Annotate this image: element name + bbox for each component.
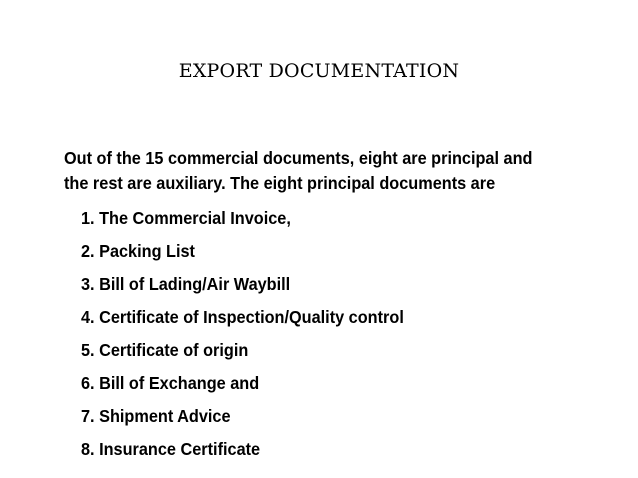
list-item: 6. Bill of Exchange and [81, 373, 260, 393]
slide-title: EXPORT DOCUMENTATION [178, 60, 460, 82]
intro-line: the rest are auxiliary. The eight principal documents are [64, 173, 496, 193]
list-item: 3. Bill of Lading/Air Waybill [81, 274, 291, 294]
list-item: 8. Insurance Certificate [81, 439, 261, 459]
intro-paragraph [64, 146, 548, 196]
list-item: 7. Shipment Advice [81, 406, 231, 426]
list-item: 1. The Commercial Invoice, [81, 208, 291, 228]
list-item: 5. Certificate of origin [81, 340, 249, 360]
list-item: 4. Certificate of Inspection/Quality control [81, 307, 404, 327]
list-item: 2. Packing List [81, 241, 195, 261]
intro-line: Out of the 15 commercial documents, eight are principal and [64, 148, 533, 168]
document-list [81, 204, 404, 468]
